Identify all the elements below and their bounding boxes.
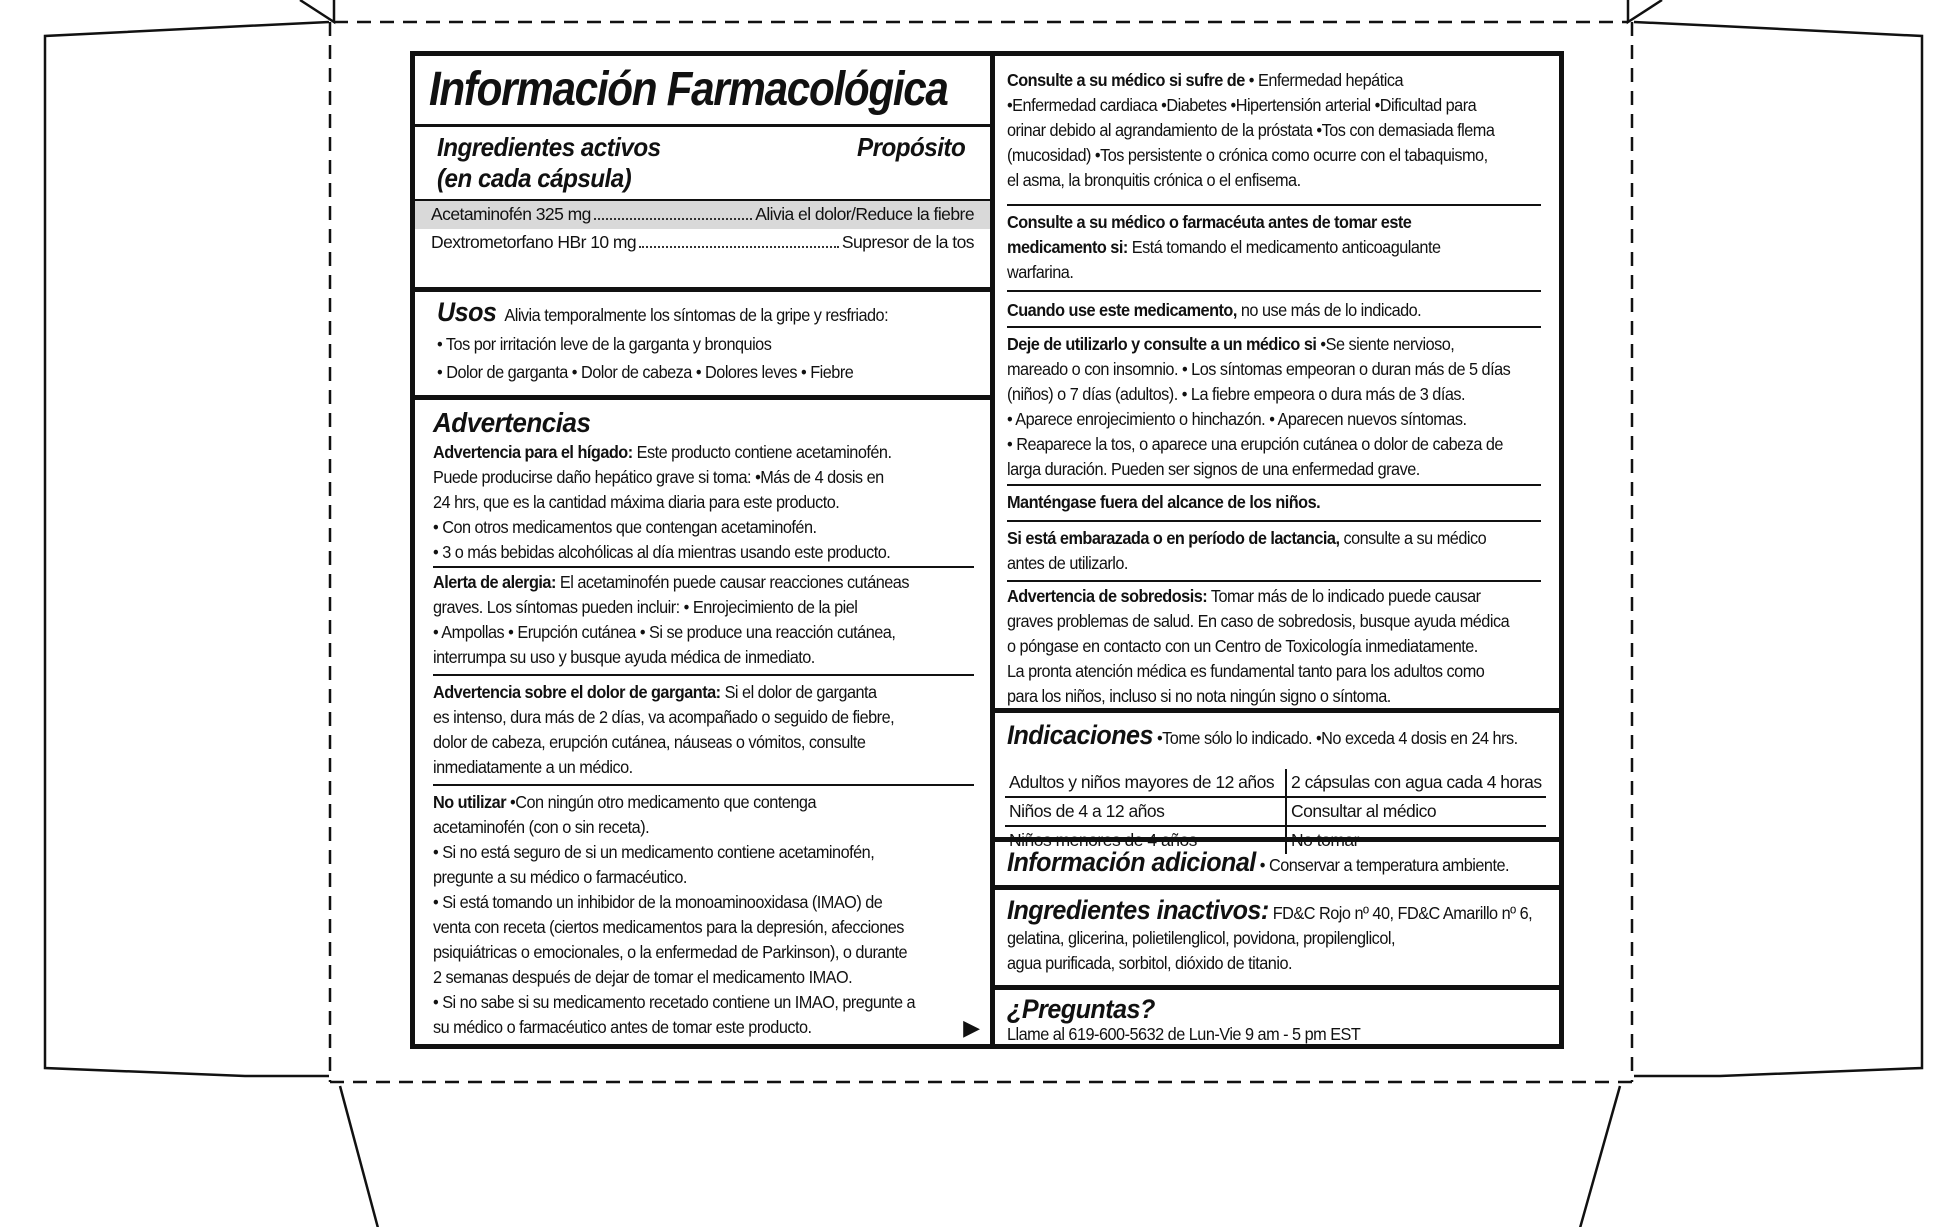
ask-pharmacist	[1007, 210, 1541, 292]
directions-who-2: Niños de 4 a 12 años	[1005, 797, 1286, 826]
keep-away	[1007, 490, 1541, 522]
directions-dose-2: Consultar al médico	[1286, 797, 1546, 826]
when-using-label: Cuando use este medicamento,	[1007, 300, 1237, 320]
sore-throat-line-3: inmediatamente a un médico.	[433, 757, 633, 777]
ask-doctor-line-2: orinar debido al agrandamiento de la próstata •Tos con demasiada flema	[1007, 120, 1495, 140]
active-purpose-1: Alivia el dolor/Reduce la fiebre	[755, 204, 974, 224]
stop-use-line-4: • Reaparece la tos, o aparece una erupción cutánea o dolor de cabeza de	[1007, 434, 1503, 454]
sore-throat-line-0: Si el dolor de garganta	[720, 682, 877, 702]
directions-who-1: Adultos y niños mayores de 12 años	[1005, 769, 1286, 797]
liver-warning-line-2: 24 hrs, que es la cantidad máxima diaria para este producto.	[433, 492, 840, 512]
uses-section	[415, 292, 990, 400]
ask-pharmacist-label-1: Consulte a su médico o farmacéuta antes de tomar este	[1007, 212, 1412, 232]
do-not-use-line-1: acetaminofén (con o sin receta).	[433, 817, 650, 837]
ask-doctor	[1007, 68, 1541, 206]
leader-dots	[594, 218, 752, 220]
allergy-line-2: • Ampollas • Erupción cutánea • Si se produce una reacción cutánea,	[433, 622, 896, 642]
inactive-section	[995, 890, 1559, 990]
ask-doctor-line-0: • Enfermedad hepática	[1244, 70, 1403, 90]
overdose-line-0: Tomar más de lo indicado puede causar	[1207, 586, 1481, 606]
other-info-heading: Información adicional	[1007, 847, 1256, 877]
active-header-right: Propósito	[857, 132, 966, 162]
warnings-heading: Advertencias	[433, 407, 591, 438]
liver-warning-line-0: Este producto contiene acetaminofén.	[632, 442, 892, 462]
questions-section	[995, 990, 1559, 1044]
pregnancy-label: Si está embarazada o en período de lactancia,	[1007, 528, 1340, 548]
title-rule	[415, 124, 990, 127]
uses-line-intro	[437, 297, 889, 328]
active-row-2	[431, 230, 974, 255]
do-not-use	[433, 790, 974, 1040]
allergy-line-1: graves. Los síntomas pueden incluir: • Enrojecimiento de la piel	[433, 597, 858, 617]
active-ingredients-section	[415, 56, 990, 292]
inactive-line-1: gelatina, glicerina, polietilenglicol, povidona, propilenglicol,	[1007, 928, 1395, 948]
warnings-section	[415, 400, 990, 1044]
allergy-line-0: El acetaminofén puede causar reacciones cutáneas	[555, 572, 909, 592]
other-info-text: • Conservar a temperatura ambiente.	[1255, 855, 1510, 875]
questions-heading: ¿Preguntas?	[1007, 994, 1155, 1024]
ask-doctor-line-3: (mucosidad) •Tos persistente o crónica como ocurre con el tabaquismo,	[1007, 145, 1488, 165]
directions-section	[995, 708, 1559, 850]
when-using-text: no use más de lo indicado.	[1236, 300, 1422, 320]
overdose-line-1: graves problemas de salud. En caso de sobredosis, busque ayuda médica	[1007, 611, 1510, 631]
leader-dots	[639, 246, 839, 248]
questions-text: Llame al 619-600-5632 de Lun-Vie 9 am - 5 pm EST	[1007, 1024, 1361, 1044]
uses-intro: Alivia temporalmente los síntomas de la gripe y resfriado:	[504, 305, 889, 325]
sore-throat-line-2: dolor de cabeza, erupción cutánea, náuseas o vómitos, consulte	[433, 732, 866, 752]
do-not-use-line-5: venta con receta (ciertos medicamentos para la depresión, afecciones	[433, 917, 904, 937]
inactive-block	[1007, 895, 1572, 976]
sore-throat-line-1: es intenso, dura más de 2 días, va acompañado o seguido de fiebre,	[433, 707, 895, 727]
do-not-use-line-8: • Si no sabe si su medicamento recetado contiene un IMAO, pregunte a	[433, 992, 916, 1012]
pregnancy-text: consulte a su médico	[1339, 528, 1487, 548]
do-not-use-label: No utilizar	[433, 792, 507, 812]
overdose	[1007, 584, 1541, 709]
do-not-use-line-0: •Con ningún otro medicamento que contenga	[506, 792, 817, 812]
active-row-1	[431, 202, 974, 227]
drug-facts-panel	[410, 51, 1564, 1049]
liver-warning-line-4: • 3 o más bebidas alcohólicas al día mientras usando este producto.	[433, 542, 891, 562]
directions-line	[1007, 720, 1518, 751]
do-not-use-line-3: pregunte a su médico o farmacéutico.	[433, 867, 687, 887]
directions-dose-1: 2 cápsulas con agua cada 4 horas	[1286, 769, 1546, 797]
overdose-line-3: La pronta atención médica es fundamental tanto para los adultos como	[1007, 661, 1485, 681]
inactive-line-0: FD&C Rojo nº 40, FD&C Amarillo nº 6,	[1268, 903, 1533, 923]
stop-use-line-5: larga duración. Pueden ser signos de una enfermedad grave.	[1007, 459, 1420, 479]
left-column	[415, 56, 995, 1044]
ask-pharmacist-line-1: warfarina.	[1007, 262, 1074, 282]
stop-use-line-1: mareado o con insomnio. • Los síntomas empeoran o duran más de 5 días	[1007, 359, 1511, 379]
ask-pharmacist-line-0: Está tomando el medicamento anticoagulante	[1127, 237, 1441, 257]
ask-doctor-line-1: •Enfermedad cardiaca •Diabetes •Hipertensión arterial •Dificultad para	[1007, 95, 1477, 115]
ask-doctor-label: Consulte a su médico si sufre de	[1007, 70, 1245, 90]
stop-use-line-3: • Aparece enrojecimiento o hinchazón. • Aparecen nuevos síntomas.	[1007, 409, 1467, 429]
active-header-left-2: (en cada cápsula)	[437, 163, 632, 193]
liver-warning	[433, 440, 974, 568]
overdose-line-2: o póngase en contacto con un Centro de Toxicología inmediatamente.	[1007, 636, 1478, 656]
allergy-alert	[433, 570, 974, 676]
sore-throat-label: Advertencia sobre el dolor de garganta:	[433, 682, 721, 702]
sore-throat-warning	[433, 680, 974, 786]
pregnancy-line-2: antes de utilizarlo.	[1007, 553, 1128, 573]
stop-use-line-2: (niños) o 7 días (adultos). • La fiebre empeora o dura más de 3 días.	[1007, 384, 1466, 404]
stop-use-line-0: •Se siente nervioso,	[1316, 334, 1455, 354]
other-info-section	[995, 842, 1559, 890]
other-info-line	[1007, 847, 1510, 878]
do-not-use-line-6: psiquiátricas o emocionales, o la enfermedad de Parkinson), o durante	[433, 942, 908, 962]
directions-who-3: Niños menores de 4 años	[1005, 826, 1286, 854]
stop-use	[1007, 332, 1541, 486]
directions-dose-3: No tomar	[1291, 830, 1359, 850]
keep-away-text: Manténgase fuera del alcance de los niños.	[1007, 492, 1321, 512]
directions-text: •Tome sólo lo indicado. •No exceda 4 dosis en 24 hrs.	[1152, 728, 1518, 748]
do-not-use-line-4: • Si está tomando un inhibidor de la monoaminooxidasa (IMAO) de	[433, 892, 883, 912]
active-ingredient-1: Acetaminofén 325 mg	[431, 204, 591, 224]
active-purpose-2: Supresor de la tos	[841, 232, 974, 252]
pregnancy	[1007, 526, 1541, 582]
liver-warning-line-3: • Con otros medicamentos que contengan acetaminofén.	[433, 517, 817, 537]
panel-title: Información Farmacológica	[429, 63, 948, 116]
liver-warning-label: Advertencia para el hígado:	[433, 442, 633, 462]
stop-use-label: Deje de utilizarlo y consulte a un médico si	[1007, 334, 1317, 354]
uses-heading: Usos	[437, 297, 497, 327]
table-row	[1005, 797, 1546, 826]
ask-pharmacist-label-2: medicamento si:	[1007, 237, 1128, 257]
allergy-alert-label: Alerta de alergia:	[433, 572, 556, 592]
active-header-left-1: Ingredientes activos	[437, 132, 661, 162]
uses-line-2: • Dolor de garganta • Dolor de cabeza • Dolores leves • Fiebre	[437, 362, 854, 382]
inactive-heading: Ingredientes inactivos:	[1007, 895, 1269, 925]
do-not-use-line-7: 2 semanas después de dejar de tomar el medicamento IMAO.	[433, 967, 853, 987]
do-not-use-line-9: su médico o farmacéutico antes de tomar este producto.	[433, 1017, 812, 1037]
directions-heading: Indicaciones	[1007, 720, 1153, 750]
continue-arrow-icon: ▶	[963, 1015, 980, 1040]
inactive-line-2: agua purificada, sorbitol, dióxido de titanio.	[1007, 953, 1293, 973]
uses-line-1: • Tos por irritación leve de la garganta y bronquios	[437, 334, 772, 354]
active-ingredient-2: Dextrometorfano HBr 10 mg	[431, 232, 637, 252]
ask-doctor-line-4: el asma, la bronquitis crónica o el enfisema.	[1007, 170, 1301, 190]
allergy-line-3: interrumpa su uso y busque ayuda médica de inmediato.	[433, 647, 815, 667]
table-row	[1005, 769, 1546, 797]
overdose-label: Advertencia de sobredosis:	[1007, 586, 1208, 606]
when-using	[1007, 298, 1541, 328]
do-not-use-line-2: • Si no está seguro de si un medicamento contiene acetaminofén,	[433, 842, 875, 862]
right-column	[995, 56, 1559, 1044]
overdose-line-4: para los niños, incluso si no nota ningún signo o síntoma.	[1007, 686, 1391, 706]
liver-warning-line-1: Puede producirse daño hepático grave si toma: •Más de 4 dosis en	[433, 467, 884, 487]
